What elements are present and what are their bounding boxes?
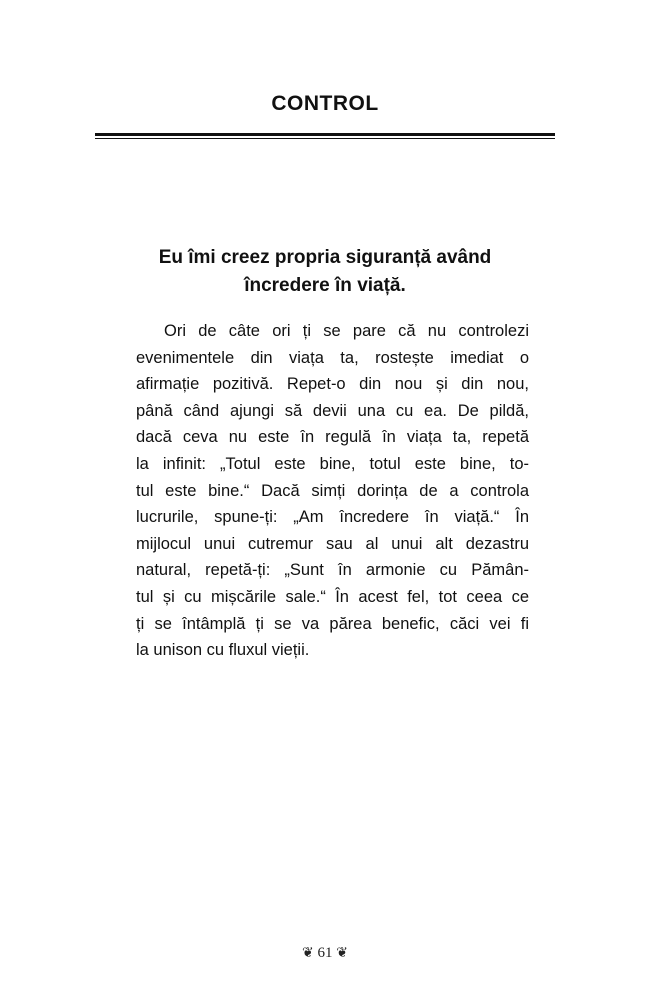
paragraph-line: ți se întâmplă ți se va părea benefic, căci vei fi [136, 614, 529, 633]
title-rule-thick [95, 133, 555, 136]
paragraph-line: mijlocul unui cutremur sau al unui alt dezastru [136, 534, 529, 553]
paragraph-line: lucrurile, spune-ți: „Am încredere în viață.“ În [136, 508, 529, 527]
body-paragraph [136, 318, 529, 664]
affirmation-heading [95, 244, 555, 300]
paragraph-line: la infinit: „Totul este bine, totul este bine, to- [136, 454, 529, 473]
paragraph-line: evenimentele din viața ta, rostește imediat o [136, 348, 529, 367]
paragraph-line: Ori de câte ori ți se pare că nu controlezi [164, 322, 529, 340]
paragraph-line: dacă ceva nu este în regulă în viața ta, repetă [136, 428, 529, 447]
affirmation-line: Eu îmi creez propria siguranță având [158, 247, 492, 268]
floral-ornament-icon: ❦ [302, 946, 314, 961]
paragraph-line: până când ajungi să devii una cu ea. De pildă, [136, 401, 529, 420]
paragraph-line: tul și cu mișcările sale.“ În acest fel, tot ceea ce [136, 587, 529, 606]
floral-ornament-icon: ❦ [336, 946, 348, 961]
chapter-title: CONTROL [271, 92, 379, 115]
paragraph-line: tul este bine.“ Dacă simți dorința de a controla [136, 481, 529, 500]
page-number: 61 [317, 945, 333, 961]
title-rule-thin [95, 138, 555, 139]
paragraph-line: natural, repetă-ți: „Sunt în armonie cu Pămân- [136, 561, 529, 580]
paragraph-line: la unison cu fluxul vieții. [136, 641, 310, 660]
page-footer [0, 945, 650, 962]
affirmation-line: încredere în viață. [244, 275, 406, 296]
paragraph-line: afirmație pozitivă. Repet-o din nou și din nou, [136, 375, 529, 394]
